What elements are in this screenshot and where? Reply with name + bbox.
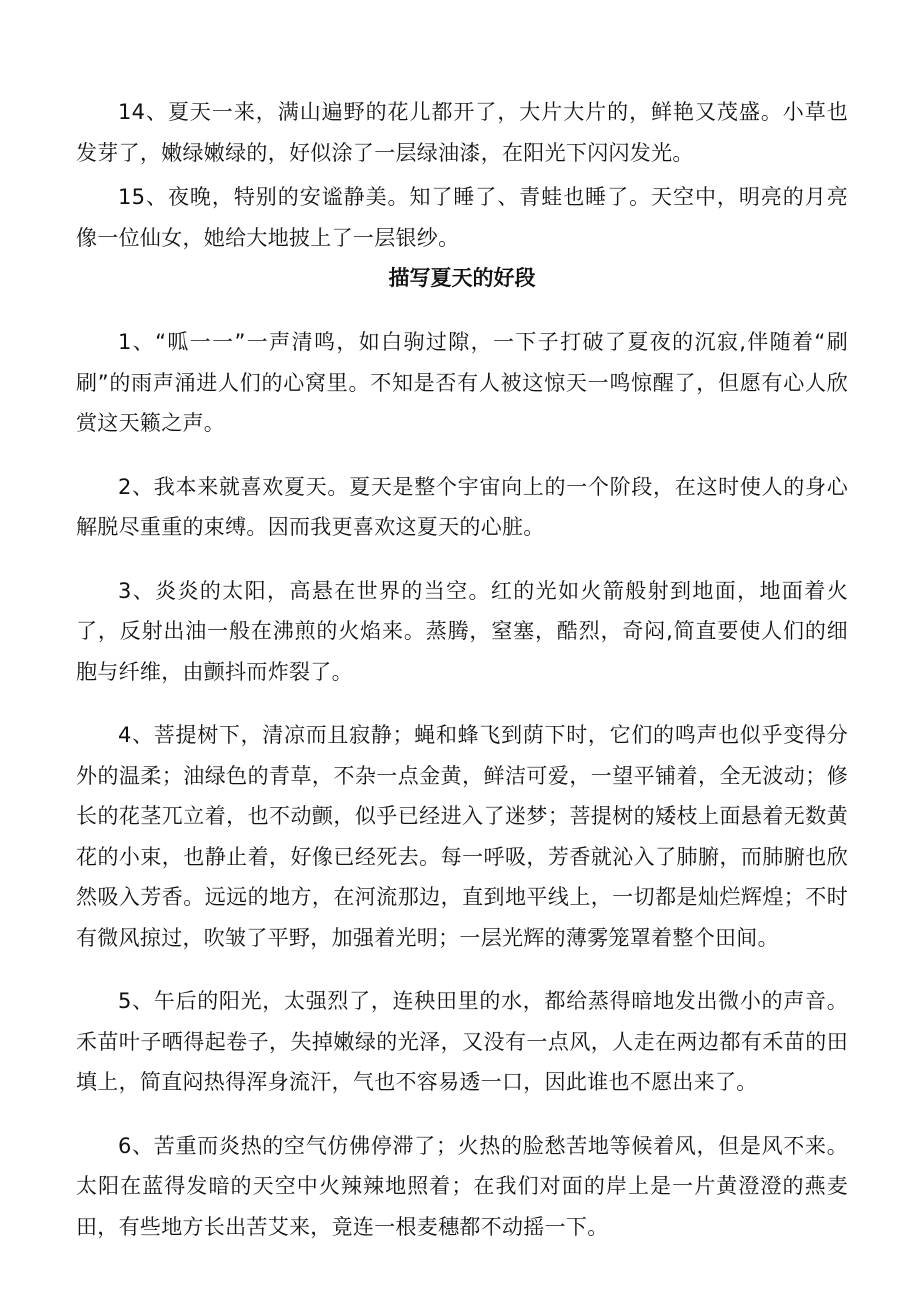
section-heading: 描写夏天的好段 — [388, 266, 536, 290]
paragraph-4: 4、菩提树下，清凉而且寂静；蝇和蜂飞到荫下时，它们的鸣声也似乎变得分外的温柔；油绿色的青草，不杂一点金黄，鲜洁可爱，一望平铺着，全无波动；修长的花茎兀立着，也不动颤，似乎已经进入了迷梦；菩提树的矮枝上面悬着无数黄花的小束，也静止着，好像已经死去。每一呼吸，芳香就沁入了肺腑，而肺腑也欣然吸入芳香。远远的地方，在河流那边，直到地平线上，一切都是灿烂辉煌；不时有微风掠过，吹皱了平野，加强着光明；一层光辉的薄雾笼罩着整个田间。 — [76, 723, 848, 950]
paragraph-15: 15、夜晚，特别的安谧静美。知了睡了、青蛙也睡了。天空中，明亮的月亮像一位仙女，她给大地披上了一层银纱。 — [76, 185, 848, 250]
document-page — [76, 92, 848, 1247]
paragraph-3: 3、炎炎的太阳，高悬在世界的当空。红的光如火箭般射到地面，地面着火了，反射出油一般在沸煎的火焰来。蒸腾，窒塞，酷烈，奇闷,简直要使人们的细胞与纤维，由颤抖而炸裂了。 — [76, 578, 848, 684]
paragraph-2: 2、我本来就喜欢夏天。夏天是整个宇宙向上的一个阶段，在这时使人的身心解脱尽重重的束缚。因而我更喜欢这夏天的心脏。 — [76, 474, 848, 539]
paragraph-1: 1、“呱一一”一声清鸣，如白驹过隙，一下子打破了夏夜的沉寂,伴随着“刷刷”的雨声涌进人们的心窝里。不知是否有人被这惊天一鸣惊醒了，但愿有心人欣赏这天籁之声。 — [76, 330, 848, 435]
paragraph-5: 5、午后的阳光，太强烈了，连秧田里的水，都给蒸得暗地发出微小的声音。禾苗叶子晒得起卷子，失掉嫩绿的光泽，又没有一点风，人走在两边都有禾苗的田填上，简直闷热得浑身流汗，气也不容易透一口，因此谁也不愿出来了。 — [76, 989, 848, 1094]
paragraph-14: 14、夏天一来，满山遍野的花儿都开了，大片大片的，鲜艳又茂盛。小草也发芽了，嫩绿嫩绿的，好似涂了一层绿油漆，在阳光下闪闪发光。 — [76, 100, 848, 165]
paragraph-6: 6、苦重而炎热的空气仿佛停滞了；火热的脸愁苦地等候着风，但是风不来。太阳在蓝得发暗的天空中火辣辣地照着；在我们对面的岸上是一片黄澄澄的燕麦田，有些地方长出苦艾来，竟连一根麦穗都不动摇一下。 — [76, 1133, 848, 1239]
